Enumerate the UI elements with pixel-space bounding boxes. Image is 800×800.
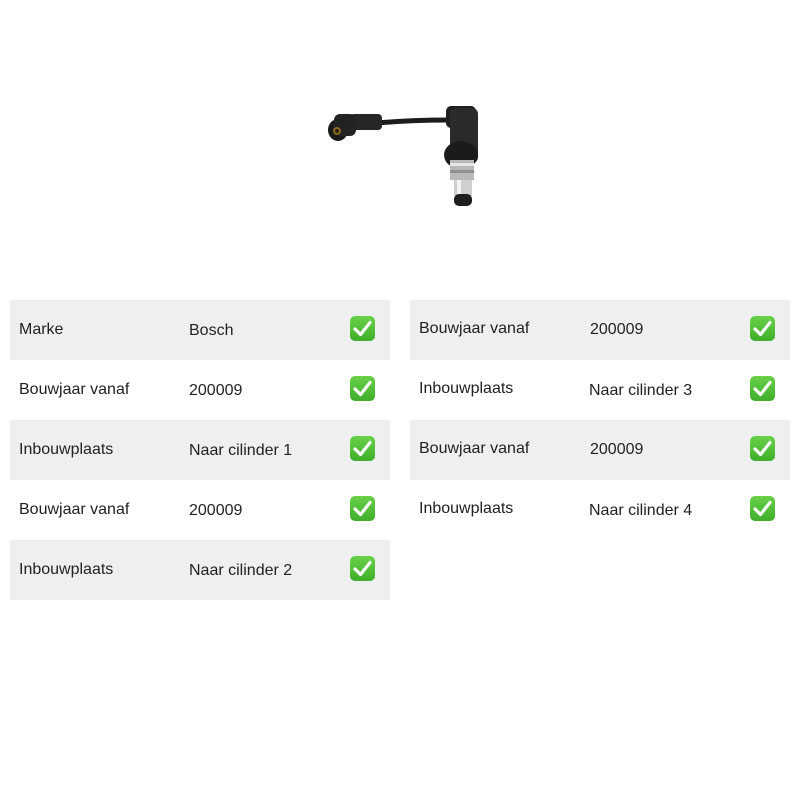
spec-row: [410, 420, 790, 480]
spec-row: [10, 480, 390, 540]
green-checkmark-icon: [350, 436, 375, 461]
spec-row: [10, 420, 390, 480]
spec-value: 200009: [590, 321, 644, 338]
spec-label: Bouwjaar vanaf: [19, 381, 130, 398]
green-checkmark-icon: [750, 376, 775, 401]
spec-value: 200009: [590, 441, 644, 458]
green-checkmark-icon: [350, 316, 375, 341]
spec-value: Naar cilinder 2: [189, 562, 293, 579]
spec-row: [410, 360, 790, 420]
spec-value: Naar cilinder 3: [589, 382, 693, 399]
spec-value: Naar cilinder 1: [189, 442, 293, 459]
spec-row: [10, 540, 390, 600]
spec-label: Marke: [19, 321, 64, 338]
spec-label: Inbouwplaats: [419, 500, 514, 517]
green-checkmark-icon: [350, 496, 375, 521]
spec-value: 200009: [189, 382, 243, 399]
spec-label: Bouwjaar vanaf: [19, 501, 130, 518]
green-checkmark-icon: [750, 436, 775, 461]
green-checkmark-icon: [350, 376, 375, 401]
spec-row: [410, 300, 790, 360]
green-checkmark-icon: [350, 556, 375, 581]
spec-label: Bouwjaar vanaf: [419, 440, 530, 457]
spec-label: Inbouwplaats: [19, 441, 114, 458]
spec-table-right: [410, 300, 790, 540]
spec-label: Inbouwplaats: [19, 561, 114, 578]
spec-value: Bosch: [189, 322, 234, 339]
spec-label: Bouwjaar vanaf: [419, 320, 530, 337]
green-checkmark-icon: [750, 316, 775, 341]
spec-value: Naar cilinder 4: [589, 502, 693, 519]
spec-value: 200009: [189, 502, 243, 519]
spec-row: [10, 360, 390, 420]
spec-label: Inbouwplaats: [419, 380, 514, 397]
spec-row: [10, 300, 390, 360]
green-checkmark-icon: [750, 496, 775, 521]
ignition-cable-image: [320, 100, 485, 215]
spec-table-left: [10, 300, 390, 600]
spec-row: [410, 480, 790, 540]
